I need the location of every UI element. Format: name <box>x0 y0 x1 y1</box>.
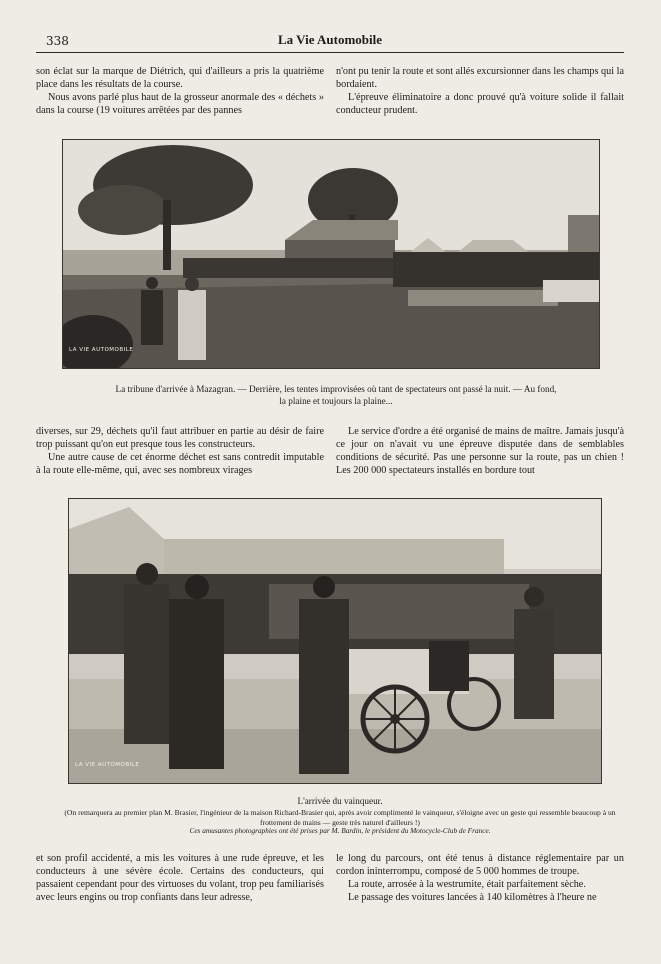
page-number: 338 <box>46 34 69 48</box>
bottom-right-column <box>336 852 624 904</box>
caption-line: La tribune d'arrivée à Mazagran. — Derrière, les tentes improvisées où tant de spectateurs ont passé la nuit. — Au fond, <box>115 384 557 394</box>
paragraph: Le service d'ordre a été organisé de mains de maître. Jamais jusqu'à ce jour on n'avait vu une épreuve disputée dans de semblables conditions de sécurité. Pas une personne sur la route, pas un chien ! Les 200 000 spectateurs installés en bordure tout <box>336 426 624 476</box>
paragraph: Le passage des voitures lancées à 140 kilomètres à l'heure ne <box>348 892 597 903</box>
photo-credit: Ces amusantes photographies ont été prises par M. Bardin, le président du Motocycle-Club de France. <box>189 826 491 835</box>
paragraph: La route, arrosée à la westrumite, était parfaitement sèche. <box>348 879 586 890</box>
photo1-caption <box>66 383 606 407</box>
middle-right-column <box>336 425 624 477</box>
photo-finish-stand <box>62 139 600 369</box>
photo2-caption-title: L'arrivée du vainqueur. <box>297 796 383 806</box>
paragraph: n'ont pu tenir la route et sont allés excursionner dans les champs qui la bordaient. <box>336 66 624 90</box>
bottom-left-column <box>36 852 324 904</box>
header-rule <box>36 52 624 53</box>
paragraph: Une autre cause de cet énorme déchet est sans contredit imputable à la route elle-même, qui, avec ses nombreux virages <box>36 452 324 476</box>
photo-watermark: LA VIE AUTOMOBILE <box>69 347 134 353</box>
paragraph: Nous avons parlé plus haut de la grosseur anormale des « déchets » dans la course (19 voitures arrêtées par des pannes <box>36 92 324 116</box>
photo2-caption-note: (On remarquera au premier plan M. Brasier, l'ingénieur de la maison Richard-Brasier qui, après avoir complimenté le vainqueur, s'éloigne avec un geste qui ressemble beaucoup à un frottement de mains — geste très naturel d'ailleurs !) <box>64 808 616 827</box>
photo-watermark: LA VIE AUTOMOBILE <box>75 762 140 768</box>
photo-winner-arrival-image <box>69 499 601 783</box>
paragraph: diverses, sur 29, déchets qu'il faut attribuer en partie au désir de faire trop puissant qu'on eut presque tous les constructeurs. <box>36 426 324 450</box>
magazine-title: La Vie Automobile <box>277 32 382 47</box>
paragraph: son éclat sur la marque de Diétrich, qui d'ailleurs a pris la quatrième place dans les résultats de la course. <box>36 66 324 90</box>
middle-left-column <box>36 425 324 477</box>
photo-finish-stand-image <box>63 140 599 368</box>
paragraph: le long du parcours, ont été tenus à distance réglementaire par un cordon ininterrompu, composé de 5 000 hommes de troupe. <box>336 853 624 877</box>
top-left-column <box>36 65 324 117</box>
paragraph: L'épreuve éliminatoire a donc prouvé qu'à voiture solide il fallait conducteur prudent. <box>336 92 624 116</box>
top-right-column <box>336 65 624 117</box>
photo-winner-arrival <box>68 498 602 784</box>
caption-line: la plaine et toujours la plaine... <box>279 396 393 406</box>
page-header <box>36 32 624 52</box>
paragraph: et son profil accidenté, a mis les voitures à une rude épreuve, et les conducteurs à une sévère école. Certains des conducteurs, qui passaient cependant pour des virtuoses du volant, trop peu familiarisés avec leurs engins ou trop confiants dans leur adresse, <box>36 853 324 903</box>
